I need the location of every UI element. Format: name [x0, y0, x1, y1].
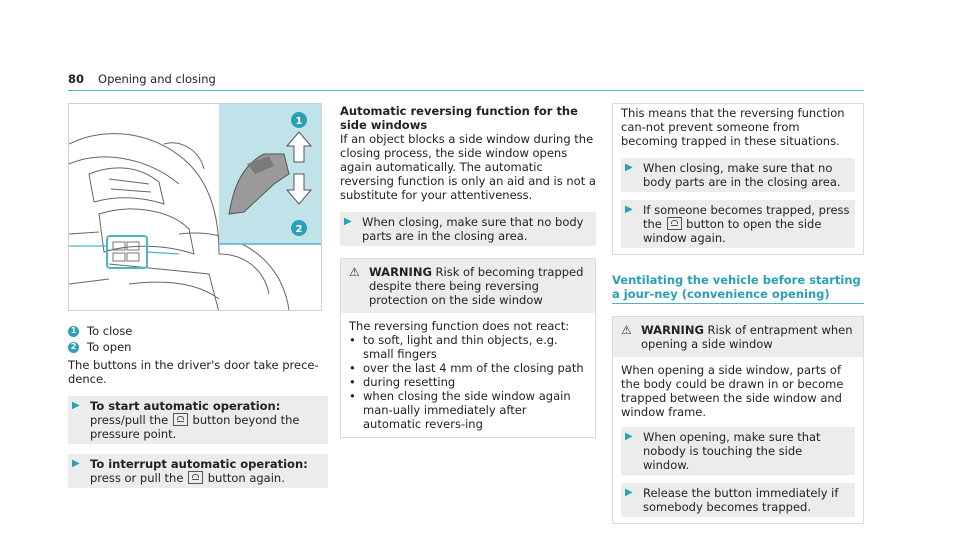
body-text: If an object blocks a side window during the closing process, the side window opens again automatically. The automatic reversing function is only an aid and is not a substitute for your attentiveness.	[340, 132, 596, 202]
callout-2: 2	[295, 224, 303, 235]
callout-badge: 2	[68, 342, 79, 353]
warning-body: When opening a side window, parts of the body could be drawn in or become trapped between the side window and window frame.	[621, 363, 844, 419]
legend-text: To close	[87, 324, 133, 338]
legend-text: To open	[87, 340, 132, 354]
list-item: • over the last 4 mm of the closing path	[349, 361, 584, 375]
step-closing: ▶ When closing, make sure that no body parts are in the closing area.	[340, 212, 596, 246]
step-opening: ▶ When opening, make sure that nobody is touching the side window.	[621, 427, 855, 475]
step-arrow-icon: ▶	[625, 431, 633, 442]
step-arrow-icon: ▶	[625, 204, 633, 215]
warning-icon: ⚠	[349, 265, 360, 279]
warning-label: WARNING	[369, 265, 432, 279]
step-arrow-icon: ▶	[625, 162, 633, 173]
step-arrow-icon: ▶	[72, 458, 80, 469]
warning-text: Risk of becoming trapped despite there being reversing protection on the side window	[369, 265, 584, 307]
step-start-automatic: ▶ To start automatic operation: press/pull the button beyond the pressure point.	[68, 396, 328, 444]
callout-badge: 1	[68, 326, 79, 337]
warning-text: Risk of entrapment when opening a side window	[641, 323, 853, 351]
page-number: 80	[68, 72, 85, 86]
warning-icon: ⚠	[621, 323, 632, 337]
warning-intro: The reversing function does not react:	[349, 319, 570, 333]
warning-label: WARNING	[641, 323, 704, 337]
callout-1: 1	[295, 116, 303, 127]
header-rule	[68, 90, 864, 91]
column-2	[340, 104, 596, 438]
step-closing: ▶ When closing, make sure that no body parts are in the closing area.	[621, 158, 855, 192]
list-item: • when closing the side window again man-ually immediately after automatic revers-ing	[349, 389, 571, 431]
section-heading: Automatic reversing function for the side windows	[340, 104, 578, 132]
step-arrow-icon: ▶	[625, 487, 633, 498]
bullet-list	[349, 333, 587, 431]
step-arrow-icon: ▶	[344, 216, 352, 227]
column-3	[612, 103, 864, 524]
window-button-icon	[173, 413, 188, 426]
window-button-icon	[188, 471, 203, 484]
step-interrupt-automatic: ▶ To interrupt automatic operation: press or pull the button again.	[68, 454, 328, 488]
legend-item-2	[68, 340, 328, 354]
list-item: • to soft, light and thin objects, e.g. small fingers	[349, 333, 558, 361]
step-trapped: ▶ If someone becomes trapped, press the button to open the side window again.	[621, 200, 855, 248]
step-label: To start automatic operation:	[90, 399, 281, 413]
step-release: ▶ Release the button immediately if somebody becomes trapped.	[621, 483, 855, 517]
warning-continuation: This means that the reversing function can-not prevent someone from becoming trapped in these situations.	[621, 106, 845, 148]
legend-item-1	[68, 324, 328, 338]
door-drawing	[69, 104, 322, 311]
list-item: • during resetting	[349, 375, 456, 389]
intro-text: The buttons in the driver's door take prece-dence.	[68, 358, 319, 386]
warning-box	[340, 258, 596, 438]
door-illustration	[68, 103, 322, 311]
warning-box	[612, 316, 864, 524]
window-button-icon	[667, 217, 682, 230]
warning-continuation-box	[612, 103, 864, 255]
step-arrow-icon: ▶	[72, 400, 80, 411]
page-header	[68, 72, 216, 86]
column-1	[68, 324, 328, 488]
ventilating-heading: Ventilating the vehicle before starting a jour-ney (convenience opening)	[612, 273, 864, 304]
section-title: Opening and closing	[98, 72, 216, 86]
step-label: To interrupt automatic operation:	[90, 457, 308, 471]
